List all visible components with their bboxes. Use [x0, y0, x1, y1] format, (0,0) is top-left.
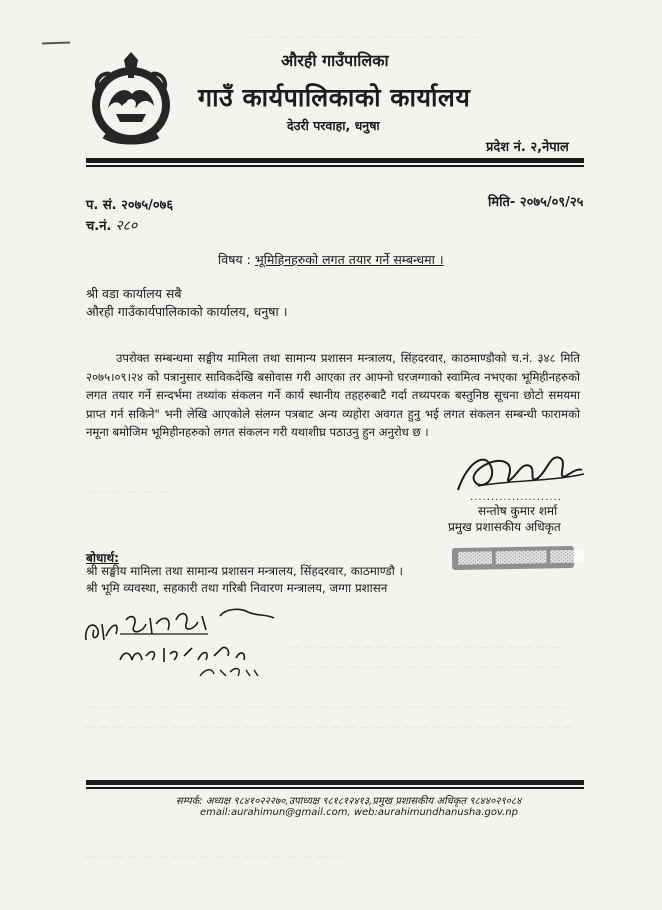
footer-email-web: email:aurahimun@gmail.com, web:aurahimundhanusha.gov.np	[200, 807, 518, 818]
footer-rule-thin	[86, 787, 584, 789]
cc-label: बोधार्थ:	[86, 551, 119, 565]
stamp-text: ▓▓▓▓ ▓▓▓▓▓▓ ▓▓▓▓	[457, 549, 585, 566]
signatory-title: प्रमुख प्रशासकीय अधिकृत	[448, 520, 561, 534]
scan-mark	[42, 42, 70, 45]
header-rule-thin	[86, 165, 584, 167]
cc-item: श्री सङ्घीय मामिला तथा सामान्य प्रशासन मन्त्रालय, सिंहदरवार, काठमाण्डौ ।	[86, 564, 404, 578]
ghost-text: — — — — — — — — — — — — — — — — — — —	[290, 640, 562, 653]
letter-body: उपरोक्त सम्बन्धमा सङ्घीय मामिला तथा सामान्य प्रशासन मन्त्रालय, सिंहदरवार, काठमाण्डौको च.नं. ३४८ मिति २०७५।०९।२४ को पत्रानुसार साविकदेखि बसोवास गरी आएका तर आफ्नो घरजग्गाको स्वामित्व नभएका भूमिहीनहरुको लगत तयार गर्ने सन्दर्भमा तथ्यांक संकलन गर्ने कार्य स्थानीय तहहरुबाटै गर्दा तथ्यपरक बस्तुनिष्ठ सूचना छोटो समयमा प्राप्त गर्न सकिने" भनी लेखि आएकोले संलग्न पत्रबाट अन्य व्यहोरा अवगत हुनु भई लगत संकलन सम्बन्धी फारामको नमूना बमोजिम भूमिहीनहरुको लगत संकलन गरी यथाशीघ्र पठाउनु हुन अनुरोध छ ।	[86, 351, 580, 439]
dispatch-value: २८०	[115, 218, 138, 234]
office-title: गाउँ कार्यपालिकाको कार्यालय	[198, 83, 471, 112]
subject-label: विषय :	[218, 252, 251, 267]
handwritten-note-icon	[80, 600, 300, 680]
ghost-text: — — — — — — — — — — — — — — — — — — — — — — — — — — — — — — — — — —	[84, 700, 574, 713]
municipality-name: औरही गाउँपालिका	[281, 51, 389, 70]
ghost-text: — — — — — — — — — — — — — — — — — —	[84, 850, 342, 863]
letter-date: मिति- २०७५/०९/२५	[488, 195, 584, 210]
signature-icon	[448, 440, 588, 500]
office-address: देउरी परवाहा, धनुषा	[287, 118, 380, 133]
reference-number: प. सं. २०७५/०७६	[86, 198, 174, 213]
cc-item: श्री भूमि व्यवस्था, सहकारी तथा गरिबी निवारण मन्त्रालय, जग्गा प्रशासन	[86, 581, 388, 595]
ghost-text: — — — — — — — — — — — — — — — — — — —	[290, 660, 562, 673]
footer-contact: सम्पर्क: अध्यक्ष ९८४१०२२२७०,उपाध्यक्ष ९८१८१२४१३,प्रमुख प्रशासकीय अधिकृत ९८४४०२९०८४	[176, 796, 522, 807]
dispatch-label: च.नं.	[86, 219, 112, 234]
ghost-text: — — — — — — — — — — — — — — — — — — — — — — — — — — — — — — — — — —	[84, 720, 574, 733]
recipient-line-2: औरही गाउँकार्यपालिकाको कार्यालय, धनुषा ।	[86, 304, 288, 319]
subject-text: भूमिहिनहरुको लगत तयार गर्ने सम्बन्धमा ।	[254, 252, 444, 267]
recipient-line-1: श्री वडा कार्यालय सबै	[86, 286, 182, 301]
subject-line	[218, 251, 444, 268]
nepal-emblem-icon	[86, 50, 176, 146]
header-rule-thick	[86, 158, 584, 163]
footer-rule-thick	[86, 780, 584, 785]
province-label: प्रदेश नं. २,नेपाल	[486, 140, 569, 155]
signature-dots: ......................	[470, 492, 562, 503]
ghost-text: — — — — — — — — — — — — — — — —	[250, 30, 479, 43]
ghost-text: — — — — — —	[84, 485, 168, 498]
dispatch-number	[86, 216, 137, 235]
signatory-name: सन्तोष कुमार शर्मा	[478, 504, 558, 518]
